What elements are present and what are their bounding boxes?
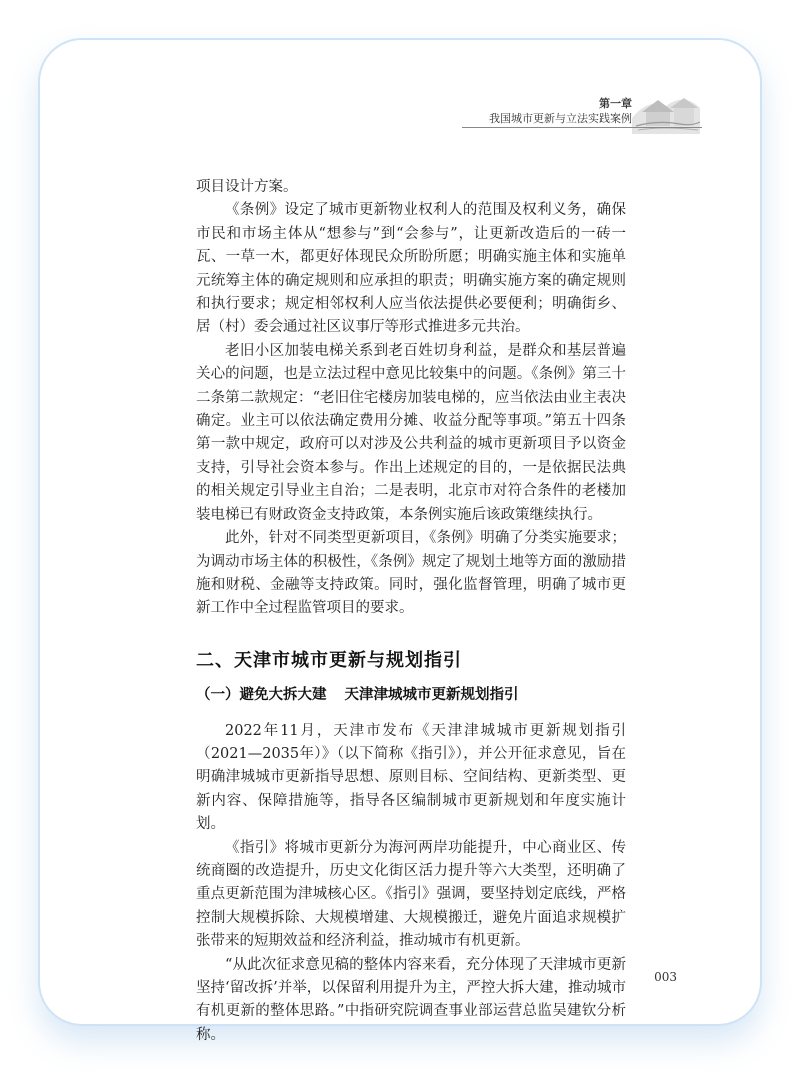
header-rule: [462, 127, 702, 128]
paragraph: 《指引》将城市更新分为海河两岸功能提升，中心商业区、传统商圈的改造提升，历史文化街区活力提升等六大类型，还明确了重点更新范围为津城核心区。《指引》强调，要坚持划定底线，严格控制大规模拆除、大规模增建、大规模搬迁，避免片面追求规模扩张带来的短期效益和经济利益，推动城市有机更新。: [196, 839, 626, 950]
paragraph: “从此次征求意见稿的整体内容来看，充分体现了天津城市更新坚持‘留改拆’并举，以保留利用提升为主，严控大拆大建，推动城市有机更新的整体思路。”中指研究院调查事业部运营总监吴建钦分析称。: [196, 956, 626, 1043]
subsection-title: 天津津城城市更新规划指引: [344, 687, 519, 704]
paragraph: 项目设计方案。: [196, 179, 298, 195]
page-number: 003: [654, 970, 677, 984]
section-heading: 二、天津市城市更新与规划指引: [196, 649, 462, 671]
running-header: [489, 96, 632, 126]
subsection-prefix: （一）避免大拆大建: [196, 687, 327, 704]
chapter-label: 第一章: [599, 97, 632, 110]
architecture-illustration: [628, 78, 704, 138]
paragraph: 2022年11月，天津市发布《天津津城城市更新规划指引（2021—2035年）》（以下简称《指引》），并公开征求意见，旨在明确津城城市更新指导思想、原则目标、空间结构、更新类型、更新内容、保障措施等，指导各区编制城市更新规划和年度实施计划。: [196, 722, 626, 833]
paragraph: 老旧小区加装电梯关系到老百姓切身利益，是群众和基层普遍关心的问题，也是立法过程中意见比较集中的问题。《条例》第三十二条第二款规定：“老旧住宅楼房加装电梯的，应当依法由业主表决确定。业主可以依法确定费用分摊、收益分配等事项。”第五十四条第一款中规定，政府可以对涉及公共利益的城市更新项目予以资金支持，引导社会资本参与。作出上述规定的目的，一是依据民法典的相关规定引导业主自治；二是表明，北京市对符合条件的老楼加装电梯已有财政资金支持政策，本条例实施后该政策继续执行。: [196, 342, 626, 523]
book-title: 我国城市更新与立法实践案例: [489, 112, 632, 125]
page-body: [196, 176, 626, 1047]
paragraph: 此外，针对不同类型更新项目，《条例》明确了分类实施要求；为调动市场主体的积极性，《条例》规定了规划土地等方面的激励措施和财税、金融等支持政策。同时，强化监督管理，明确了城市更新工作中全过程监管项目的要求。: [196, 530, 626, 617]
subsection-heading: [196, 684, 626, 707]
paragraph: 《条例》设定了城市更新物业权利人的范围及权利义务，确保市民和市场主体从“想参与”到“会参与”，让更新改造后的一砖一瓦、一草一木，都更好体现民众所盼所愿；明确实施主体和实施单元统筹主体的确定规则和应承担的职责；明确实施方案的确定规则和执行要求；规定相邻权利人应当依法提供必要便利；明确街乡、居（村）委会通过社区议事厅等形式推进多元共治。: [196, 202, 626, 336]
